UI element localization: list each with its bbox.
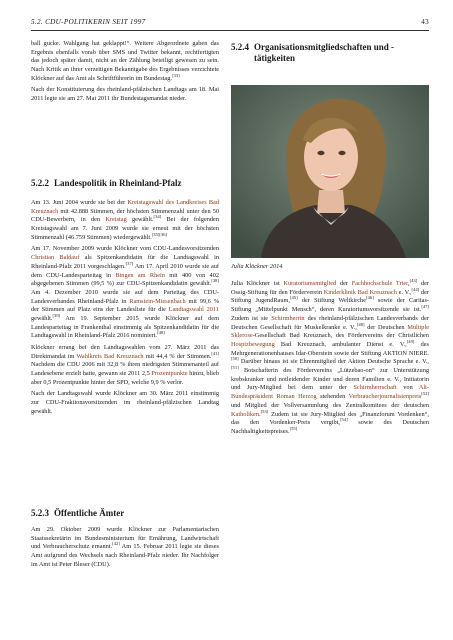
- link[interactable]: Fachhochschule Trier: [351, 280, 408, 287]
- section-heading-landespolitik: 5.2.2 Landespolitik in Rheinland-Pfalz: [31, 178, 182, 188]
- link[interactable]: Kinderklinik Bad Kreuznach: [323, 288, 397, 296]
- header-rule: [31, 30, 429, 31]
- link[interactable]: Ramstein-Miesenbach: [129, 297, 186, 305]
- link[interactable]: Prozentpunkte: [151, 370, 188, 378]
- link[interactable]: Landtagswahl 2011: [168, 306, 219, 314]
- paragraph: ball gucke. Wahlgang hat geklappt!“. Weitere Abgeordnete gaben das Ergebnis ebenfalls vorab über SMS und Twitter bekannt, rechtfertigten das jedoch später damit, nicht an der Zählung beteiligt gewesen zu sein. Nach Kritik an ihrer verzeitigen Bekanntgabe des Ergebnisses verzichtete Klöckner auf das Amt als Schriftführerin im Bundestag.[33]: [31, 40, 219, 82]
- portrait-illustration: [231, 85, 429, 258]
- link[interactable]: Bingen am Rhein: [115, 271, 165, 279]
- link[interactable]: Roman Herzog: [276, 393, 317, 401]
- page-number: 43: [421, 18, 429, 26]
- section-heading-oeffentliche-aemter: 5.2.3 Öffentliche Ämter: [31, 508, 125, 518]
- paragraph: Am 13. Juni 2004 wurde sie bei der Kreistagswahl des Landkreises Bad Kreuznach mit 42.888 Stimmen, der höchsten Stimmenzahl unter den 50 CDU-Bewerbern, in den Kreistag gewählt.[34] Bei der folgenden Kreistagswahl am 7. Juni 2009 wurde sie erneut mit der höchsten Stimmenzahl (46.759 Stimmen) wiedergewählt.[35][36]: [31, 199, 219, 241]
- link[interactable]: Wahlkreis Bad Kreuznach: [76, 352, 144, 360]
- paragraph: Am 29. Oktober 2009 wurde Klöckner zur Parlamentarischen Staatssekretärin im Bundesministerium für Ernährung, Landwirtschaft und Verbraucherschutz ernannt.[42] Am 15. Februar 2011 legte sie dieses Amt aufgrund des Wechsels nach Rheinland-Pfalz nieder. Ihr Nachfolger im Amt ist Peter Bleser (CDU).: [31, 526, 219, 568]
- paragraph: Am 17. November 2009 wurde Klöckner vom CDU-Landesvorsitzenden Christian Baldauf als Spitzenkandidatin für die Landtagswahl in Rheinland-Pfalz 2011 vorgeschlagen.[37] Am 17. April 2010 wurde sie auf dem CDU-Landesparteitag in Bingen am Rhein mit 400 von 402 abgegebenen Stimmen (99,5 %) zur CDU-Spitzenkandidatin gewählt.[38] Am 4. Dezember 2010 wurde sie auf dem Parteitag des CDU-Landesverbandes Rheinland-Pfalz in Ramstein-Miesenbach mit 99,6 % der Stimmen auf Platz eins der Landesliste für die Landtagswahl 2011 gewählt.[39] Am 19. September 2015 wurde Klöckner auf dem Landesparteitag in Frankenthal einstimmig als Spitzenkandidatin für die Landtagswahl in Rheinland-Pfalz 2016 nominiert.[40]: [31, 245, 220, 340]
- link[interactable]: Hospizbewegung: [231, 340, 275, 348]
- paragraph: Nach der Landtagswahl wurde Klöckner am 30. März 2011 einstimmig zur CDU-Fraktionsvorsitzenden im rheinland-pfälzischen Landtag gewählt.: [31, 390, 219, 415]
- right-section-organisationen: [231, 277, 430, 440]
- link[interactable]: Kuratoriumsmitglied: [283, 280, 337, 287]
- link[interactable]: Kreistag: [105, 216, 127, 224]
- section-heading-organisationen: 5.2.4 Organisationsmitgliedschaften und - tätigkeiten: [231, 42, 395, 63]
- portrait-photo: [231, 85, 429, 258]
- link[interactable]: Verbraucherjournalistenpreis: [348, 393, 422, 401]
- left-section-landespolitik: [31, 199, 219, 419]
- link[interactable]: Alt-Bundespräsident: [231, 384, 429, 401]
- running-header: [31, 18, 429, 30]
- left-intro: [31, 40, 219, 107]
- link[interactable]: Kreistagswahl des Landkreises Bad Kreuznach: [31, 199, 219, 215]
- link[interactable]: Schirmherrschaft: [353, 384, 397, 392]
- link[interactable]: Christian Baldauf: [31, 254, 80, 262]
- link[interactable]: Schirmherrin: [271, 314, 305, 322]
- photo-caption: Julia Klöckner 2014: [231, 263, 283, 270]
- paragraph: Klöckner errang bei den Landtagswahlen vom 27. März 2011 das Direktmandat im Wahlkreis Bad Kreuznach mit 44,4 % der Stimmen.[41] Nachdem die CDU 2006 mit 32,8 % ihren niedrigsten Stimmenanteil auf Landesebene erzielt hatte, gewann sie 2011 2,5 Prozentpunkte hinzu, blieb aber 0,5 Prozentpunkte hinter der SPD, welche 9,9 % verlor.: [31, 344, 219, 386]
- paragraph: Julia Klöckner ist Kuratoriumsmitglied der Fachhochschule Trier,[43] der Ossig-Stiftung für den Förderverein Kinderklinik Bad Kreuznach e. V.,[44] der Stiftung JugendRaum,[45] der Stiftung Weltkirche[46] sowie der Caritas-Stiftung „Mittelpunkt Mensch“, deren Kuratoriumsvorsitzende sie ist.[47] Zudem ist sie Schirmherrin des rheinland-pfälzischen Landesverbands der Deutschen Gesellschaft für Muskelkranke e. V.,[48] der Deutschen Multiple Sklerose-Gesellschaft Bad Kreuznach, des Fördervereins der Christlichen Hospizbewegung Bad Kreuznach, ambulanter Dienst e. V.,[49] des Mehrgenerationenhauses Idar-Oberstein sowie der Stiftung AKTION NIERE.[50] Darüber hinaus ist sie Ehrenmitglied der Aktion Deutsche Sprache e. V.,[51] Botschafterin des Fördervereins „Lützebao-on“ zur Unterstützung krebskranker und notleidender Kinder und deren Familien e. V., Initiatorin und Jury-Mitglied bei dem unter der Schirmherrschaft von Alt-Bundespräsident Roman Herzog stehenden Verbraucherjournalistenpreis[52] und Mitglied der Vollversammlung des Zentralkomitees der deutschen Katholiken.[53] Zudem ist sie Jury-Mitglied des „Finanzforum Vordenken“, das den Vordenker-Preis vergibt,[54] sowie des Deutschen Nachhaltigkeitspreises.[55]: [231, 277, 430, 435]
- paragraph: Nach der Konstituierung des rheinland-pfälzischen Landtags am 18. Mai 2011 legte sie am 27. Mai 2011 ihr Bundestagsmandat nieder.: [31, 86, 219, 103]
- left-section-aemter: [31, 526, 219, 572]
- link[interactable]: Multiple Sklerose: [231, 323, 430, 340]
- link[interactable]: Katholiken: [231, 410, 259, 418]
- section-header: 5.2. CDU-POLITIKERIN SEIT 1997: [31, 18, 146, 26]
